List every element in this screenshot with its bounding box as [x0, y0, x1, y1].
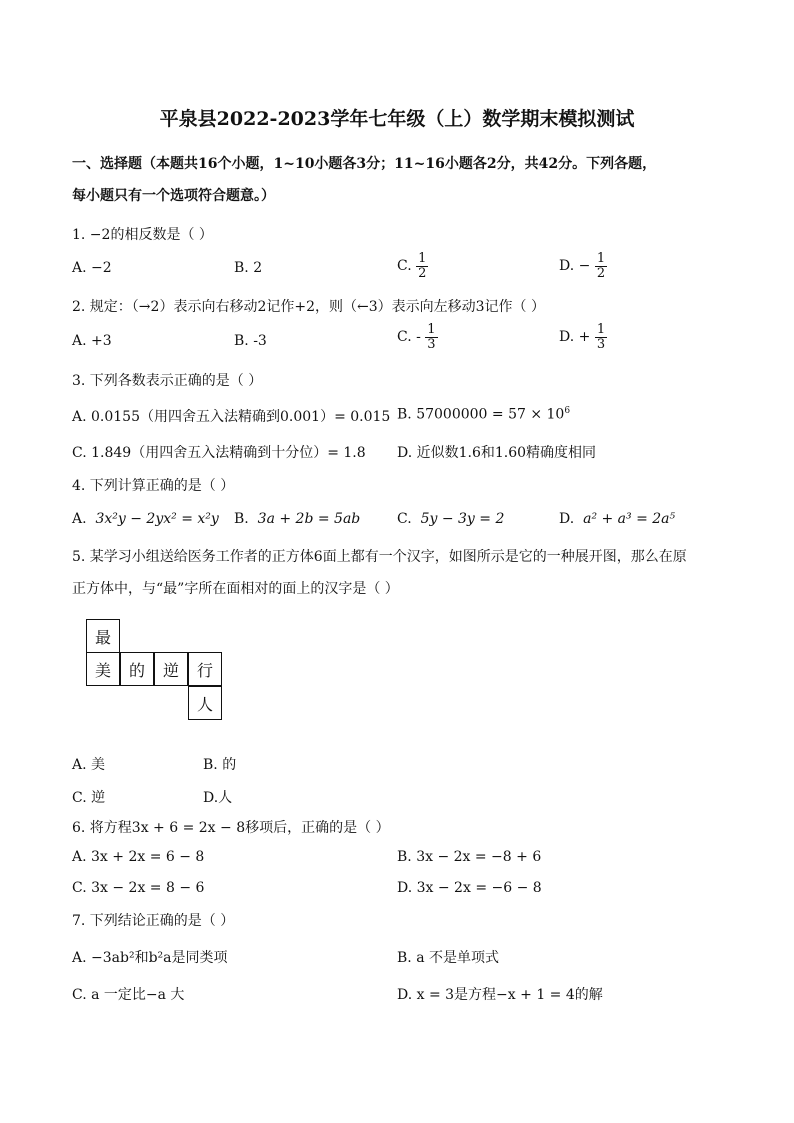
q3-stem: 3. 下列各数表示正确的是（ ） [72, 373, 263, 389]
q6-option-b: B. 3x − 2x = −8 + 6 [397, 849, 542, 865]
net-face-row-3: 逆 [154, 652, 188, 686]
q7-stem: 7. 下列结论正确的是（ ） [72, 913, 235, 929]
q2-option-d [559, 323, 607, 351]
net-face-row-2: 的 [120, 652, 154, 686]
q3-option-a: A. 0.0155（用四舍五入法精确到0.001）= 0.015 [72, 409, 391, 425]
net-face-bottom: 人 [188, 686, 222, 720]
fraction-denominator: 3 [596, 336, 606, 352]
q2-option-b: B. -3 [234, 333, 267, 349]
q5-option-b: B. 的 [203, 757, 237, 773]
fraction-numerator: 1 [427, 322, 436, 337]
cube-net-diagram [86, 619, 223, 721]
q2-option-c-fraction [425, 323, 437, 351]
q3-option-b-text: B. 57000000 = 57 × 10 [397, 406, 565, 423]
q1-option-c-label: C. [397, 258, 412, 275]
q1-option-c [397, 252, 428, 280]
page-title: 平泉县2022-2023学年七年级（上）数学期末模拟测试 [159, 108, 635, 130]
q3-option-c: C. 1.849（用四舍五入法精确到十分位）= 1.8 [72, 445, 366, 461]
fraction-denominator: 3 [427, 336, 436, 352]
q1-stem: 1. −2的相反数是（ ） [72, 227, 213, 243]
q6-stem: 6. 将方程3x + 6 = 2x − 8移项后，正确的是（ ） [72, 820, 390, 836]
q2-option-a: A. +3 [72, 333, 112, 349]
fraction-denominator: 2 [418, 265, 427, 281]
q4-option-a [72, 511, 219, 527]
q3-option-d: D. 近似数1.6和1.60精确度相同 [397, 445, 597, 461]
q4-option-b-label: B. [234, 511, 249, 527]
q1-option-a: A. −2 [72, 260, 112, 276]
q3-option-b [397, 406, 570, 423]
section-heading-line2: 每小题只有一个选项符合题意。） [72, 188, 275, 204]
q1-option-d-fraction [595, 252, 607, 280]
q7-option-a: A. −3ab²和b²a是同类项 [72, 950, 228, 966]
q3-option-b-exponent: 6 [564, 406, 571, 416]
q4-option-b [234, 511, 360, 527]
q7-option-b: B. a 不是单项式 [397, 950, 499, 966]
q4-option-a-label: A. [72, 511, 87, 527]
q6-option-a: A. 3x + 2x = 6 − 8 [72, 849, 205, 865]
q1-option-d [559, 252, 607, 280]
q2-stem: 2. 规定：（→2）表示向右移动2记作+2，则（←3）表示向左移动3记作（ ） [72, 299, 545, 315]
q2-option-c-label: C. - [397, 329, 421, 346]
fraction-denominator: 2 [596, 265, 606, 281]
q5-stem-line2: 正方体中，与“最”字所在面相对的面上的汉字是（ ） [72, 581, 399, 597]
q2-option-c [397, 323, 438, 351]
q4-option-b-expr: 3a + 2b = 5ab [257, 511, 361, 527]
q7-option-d: D. x = 3是方程−x + 1 = 4的解 [397, 987, 603, 1003]
fraction-numerator: 1 [418, 251, 427, 266]
q7-option-c: C. a 一定比−a 大 [72, 987, 185, 1003]
q4-option-c [397, 511, 504, 527]
net-face-row-4: 行 [188, 652, 222, 686]
q2-option-d-fraction [595, 323, 607, 351]
q2-option-d-label: D. + [559, 329, 591, 346]
section-heading-line1: 一、选择题（本题共16个小题，1~10小题各3分；11~16小题各2分，共42分。下列各题， [72, 156, 657, 172]
q4-option-c-label: C. [397, 511, 412, 527]
q4-option-c-expr: 5y − 3y = 2 [420, 511, 505, 527]
q6-option-c: C. 3x − 2x = 8 − 6 [72, 880, 205, 896]
q5-stem-line1: 5. 某学习小组送给医务工作者的正方体6面上都有一个汉字，如图所示是它的一种展开图，那么在原 [72, 549, 687, 565]
fraction-numerator: 1 [596, 251, 606, 266]
q1-option-c-fraction [416, 252, 428, 280]
net-face-row-1: 美 [86, 652, 120, 686]
q4-stem: 4. 下列计算正确的是（ ） [72, 478, 235, 494]
fraction-numerator: 1 [596, 322, 606, 337]
q1-option-b: B. 2 [234, 260, 263, 276]
q5-option-d: D.人 [203, 790, 233, 806]
q4-option-a-expr: 3x²y − 2yx² = x²y [95, 511, 219, 527]
q6-option-d: D. 3x − 2x = −6 − 8 [397, 880, 542, 896]
q5-option-c: C. 逆 [72, 790, 106, 806]
q4-option-d-expr: a² + a³ = 2a⁵ [583, 511, 676, 527]
q4-option-d-label: D. [559, 511, 575, 527]
q1-option-d-label: D. − [559, 258, 591, 275]
q5-option-a: A. 美 [72, 757, 106, 773]
net-face-top: 最 [86, 619, 120, 653]
q4-option-d [559, 511, 675, 527]
